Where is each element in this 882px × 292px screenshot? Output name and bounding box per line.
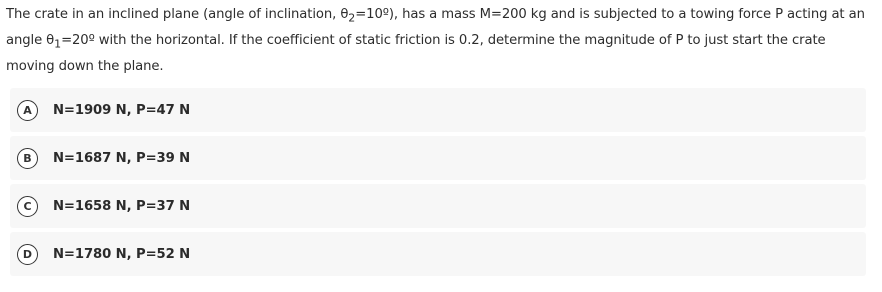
- option-d-text: N=1780 N, P=52 N: [53, 246, 191, 262]
- option-b[interactable]: [10, 136, 866, 180]
- question-text: [6, 4, 876, 79]
- option-b-letter-badge: B: [17, 148, 38, 169]
- option-c-letter-badge: C: [17, 196, 38, 217]
- option-a[interactable]: [10, 88, 866, 132]
- question-subscript-1: 2: [348, 11, 356, 25]
- option-b-text: N=1687 N, P=39 N: [53, 150, 191, 166]
- answer-options: [10, 88, 866, 280]
- option-d[interactable]: [10, 232, 866, 276]
- option-c[interactable]: [10, 184, 866, 228]
- question-part-3: =20º with the horizontal. If the coefficient of static friction is 0.2, determine the magnitude of P to just start the crate moving down the plane.: [6, 33, 830, 75]
- question-subscript-2: 1: [54, 37, 62, 51]
- option-c-text: N=1658 N, P=37 N: [53, 198, 191, 214]
- question-part-1: The crate in an inclined plane (angle of inclination, θ: [6, 7, 349, 22]
- option-a-letter-badge: A: [17, 100, 38, 121]
- option-d-letter-badge: D: [17, 244, 38, 265]
- option-a-text: N=1909 N, P=47 N: [53, 102, 191, 118]
- question-part-2: =10º), has a mass M=200 kg and is subjected to a towing force P acting at an angle θ: [6, 7, 869, 49]
